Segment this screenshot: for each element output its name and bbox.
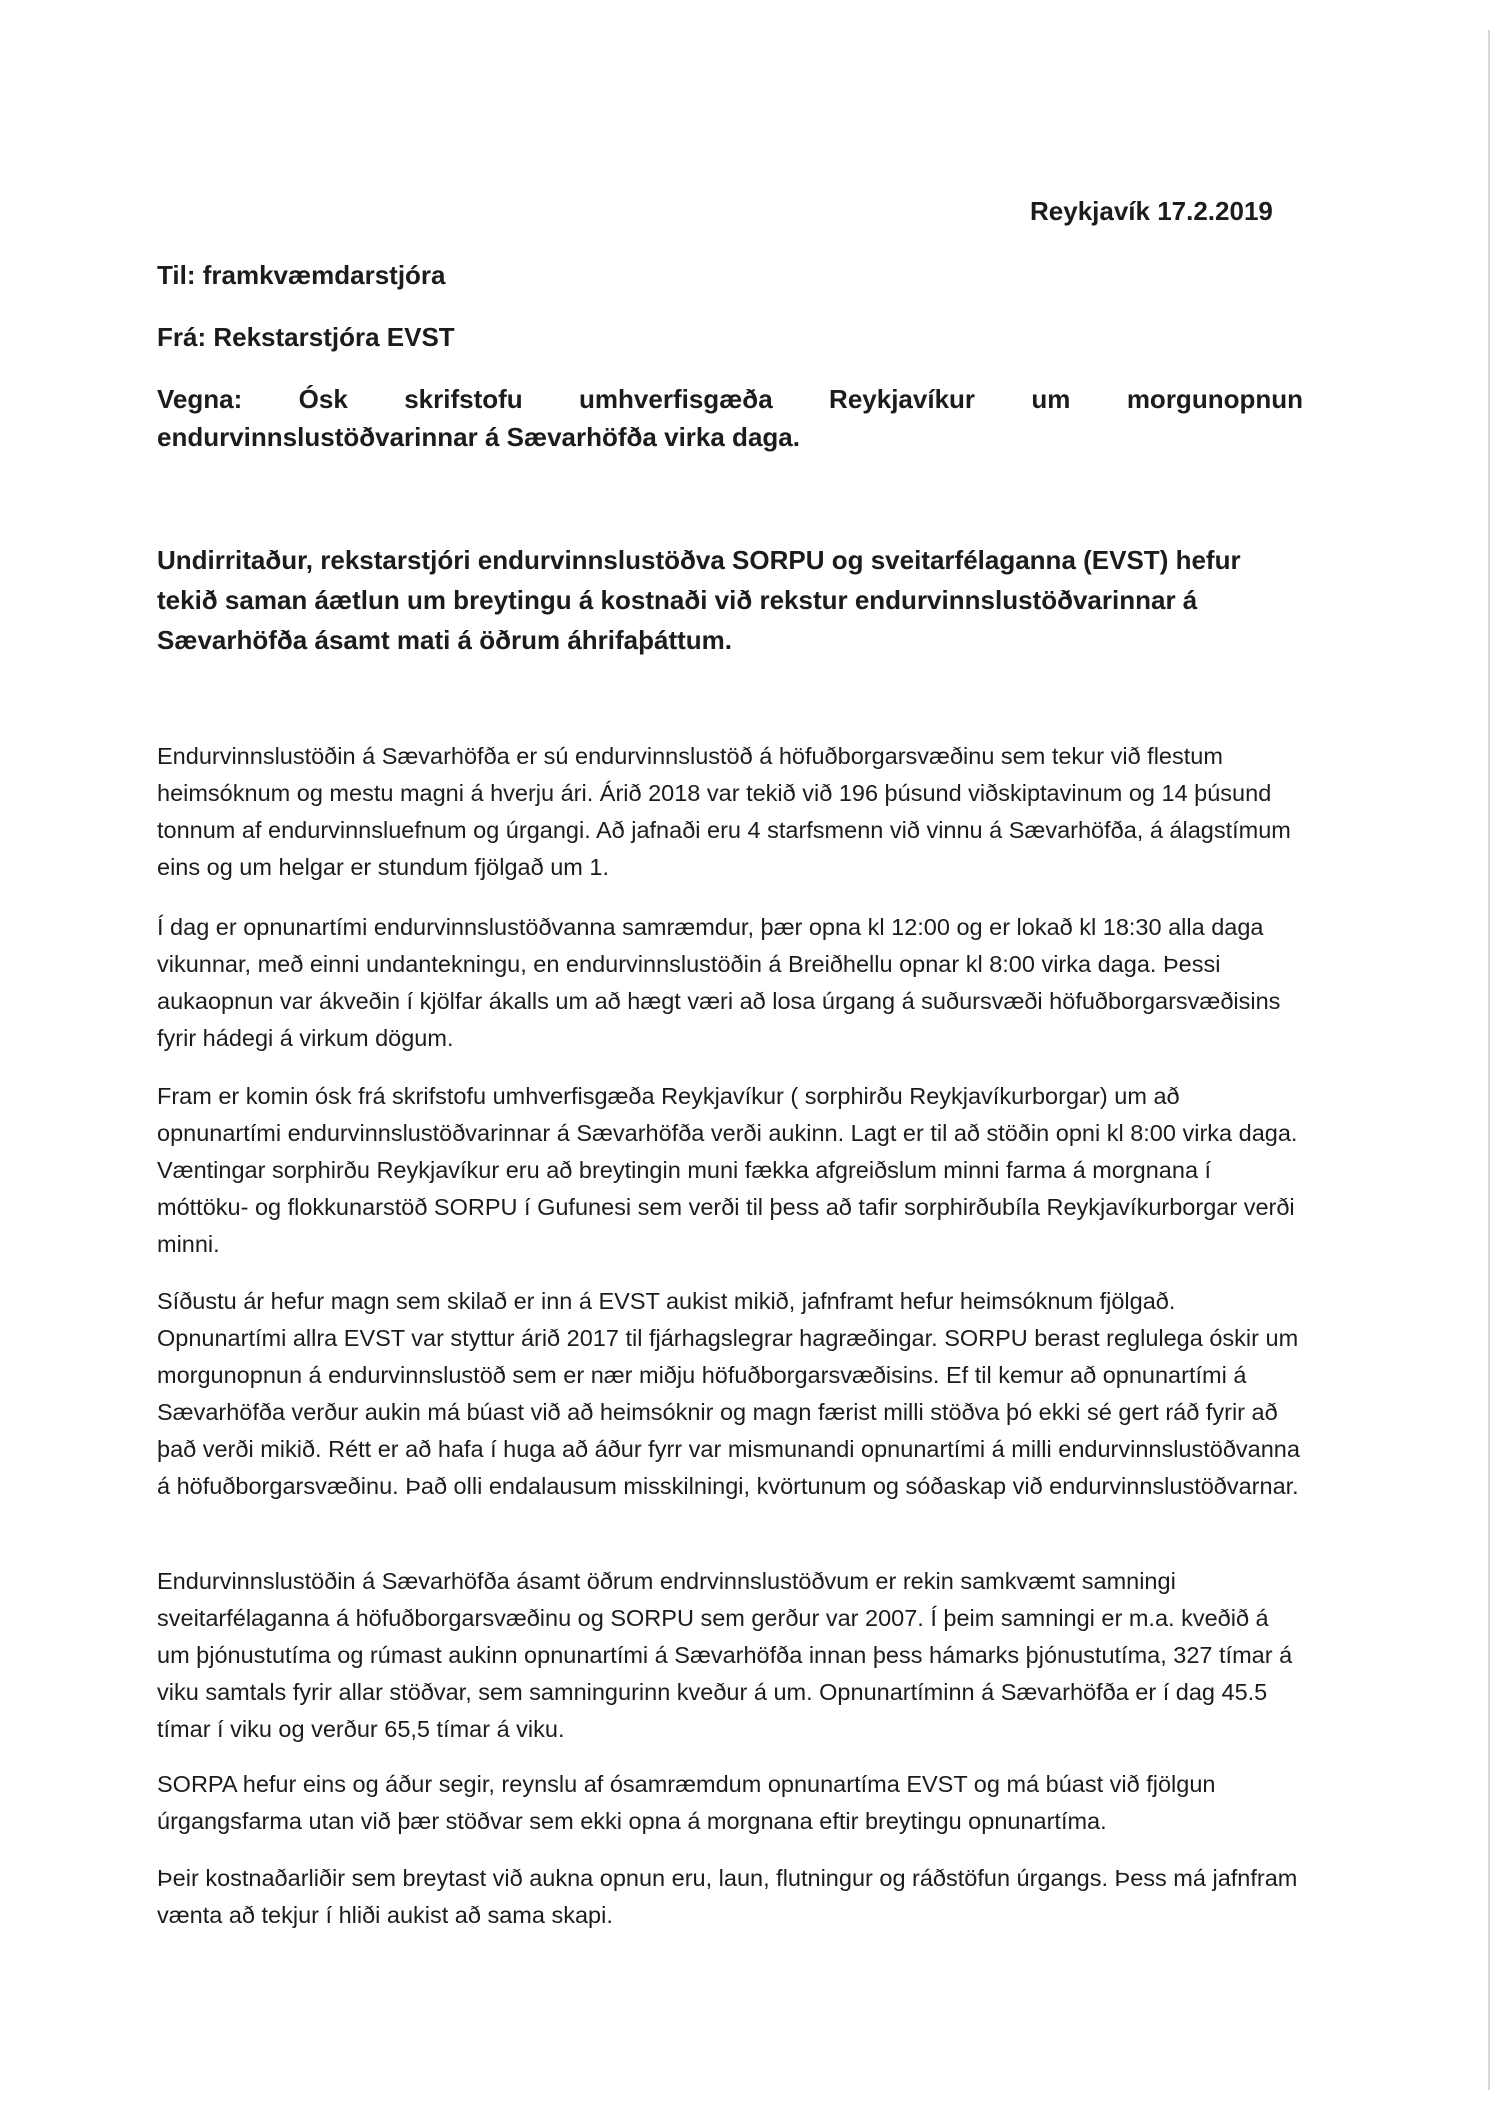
subject-word: Ósk: [298, 384, 348, 414]
subject-word: morgunopnun: [1126, 384, 1303, 414]
subject-word: Vegna:: [157, 384, 243, 414]
body-paragraph: Fram er komin ósk frá skrifstofu umhverfisgæða Reykjavíkur ( sorphirðu Reykjavíkurborgar) um að opnunartími endurvinnslustöðvarinnar á Sævarhöfða verði aukinn. Lagt er til að stöðin opni kl 8:00 virka daga. Væntingar sorphirðu Reykjavíkur eru að breytingin muni fækka afgreiðslum minni farma á morgnana í móttöku- og flokkunarstöð SORPU í Gufunesi sem verði til þess að tafir sorphirðubíla Reykjavíkurborgar verði minni.: [157, 1083, 1298, 1257]
intro-paragraph: Undirritaður, rekstarstjóri endurvinnslustöðva SORPU og sveitarfélaganna (EVST) hefur tekið saman áætlun um breytingu á kostnaði við rekstur endurvinnslustöðvarinnar á Sævarhöfða ásamt mati á öðrum áhrifaþáttum.: [157, 545, 1241, 655]
body-paragraph: Síðustu ár hefur magn sem skilað er inn á EVST aukist mikið, jafnframt hefur heimsóknum fjölgað. Opnunartími allra EVST var styttur árið 2017 til fjárhagslegrar hagræðingar. SORPU berast reglulega óskir um morgunopnun á endurvinnslustöð sem er nær miðju höfuðborgarsvæðisins. Ef til kemur að opnunartími á Sævarhöfða verður aukin má búast við að heimsóknir og magn færist milli stöðva þó ekki sé gert ráð fyrir að það verði mikið. Rétt er að hafa í huga að áður fyrr var mismunandi opnunartími á milli endurvinnslustöðvanna á höfuðborgarsvæðinu. Það olli endalausum misskilningi, kvörtunum og sóðaskap við endurvinnslustöðvarnar.: [157, 1288, 1300, 1499]
subject-line-1: [157, 380, 1303, 418]
subject-word: skrifstofu: [404, 384, 523, 414]
subject-word: umhverfisgæða: [579, 384, 773, 414]
letter-date: Reykjavík 17.2.2019: [1030, 196, 1273, 226]
body-paragraph: Endurvinnslustöðin á Sævarhöfða ásamt öðrum endrvinnslustöðvum er rekin samkvæmt samningi sveitarfélaganna á höfuðborgarsvæðinu og SORPU sem gerður var 2007. Í þeim samningi er m.a. kveðið á um þjónustutíma og rúmast aukinn opnunartími á Sævarhöfða innan þess hámarks þjónustutíma, 327 tímar á viku samtals fyrir allar stöðvar, sem samningurinn kveður á um. Opnunartíminn á Sævarhöfða er í dag 45.5 tímar í viku og verður 65,5 tímar á viku.: [157, 1568, 1293, 1742]
body-paragraph: SORPA hefur eins og áður segir, reynslu af ósamræmdum opnunartíma EVST og má búast við fjölgun úrgangsfarma utan við þær stöðvar sem ekki opna á morgnana eftir breytingu opnunartíma.: [157, 1771, 1216, 1834]
page-edge-line: [1488, 30, 1490, 2090]
subject-word: um: [1031, 384, 1071, 414]
subject-word: Reykjavíkur: [829, 384, 976, 414]
recipient-line: Til: framkvæmdarstjóra: [157, 260, 446, 290]
body-paragraph: Í dag er opnunartími endurvinnslustöðvanna samræmdur, þær opna kl 12:00 og er lokað kl 18:30 alla daga vikunnar, með einni undantekningu, en endurvinnslustöðin á Breiðhellu opnar kl 8:00 virka daga. Þessi aukaopnun var ákveðin í kjölfar ákalls um að hægt væri að losa úrgang á suðursvæði höfuðborgarsvæðisins fyrir hádegi á virkum dögum.: [157, 914, 1281, 1051]
subject-line-2: endurvinnslustöðvarinnar á Sævarhöfða virka daga.: [157, 422, 800, 452]
body-paragraph: Þeir kostnaðarliðir sem breytast við aukna opnun eru, laun, flutningur og ráðstöfun úrgangs. Þess má jafnfram vænta að tekjur í hliði aukist að sama skapi.: [157, 1865, 1298, 1928]
subject-block: [157, 380, 1303, 456]
body-paragraph: Endurvinnslustöðin á Sævarhöfða er sú endurvinnslustöð á höfuðborgarsvæðinu sem tekur við flestum heimsóknum og mestu magni á hverju ári. Árið 2018 var tekið við 196 þúsund viðskiptavinum og 14 þúsund tonnum af endurvinnsluefnum og úrgangi. Að jafnaði eru 4 starfsmenn við vinnu á Sævarhöfða, á álagstímum eins og um helgar er stundum fjölgað um 1.: [157, 743, 1291, 880]
sender-line: Frá: Rekstarstjóra EVST: [157, 322, 455, 352]
